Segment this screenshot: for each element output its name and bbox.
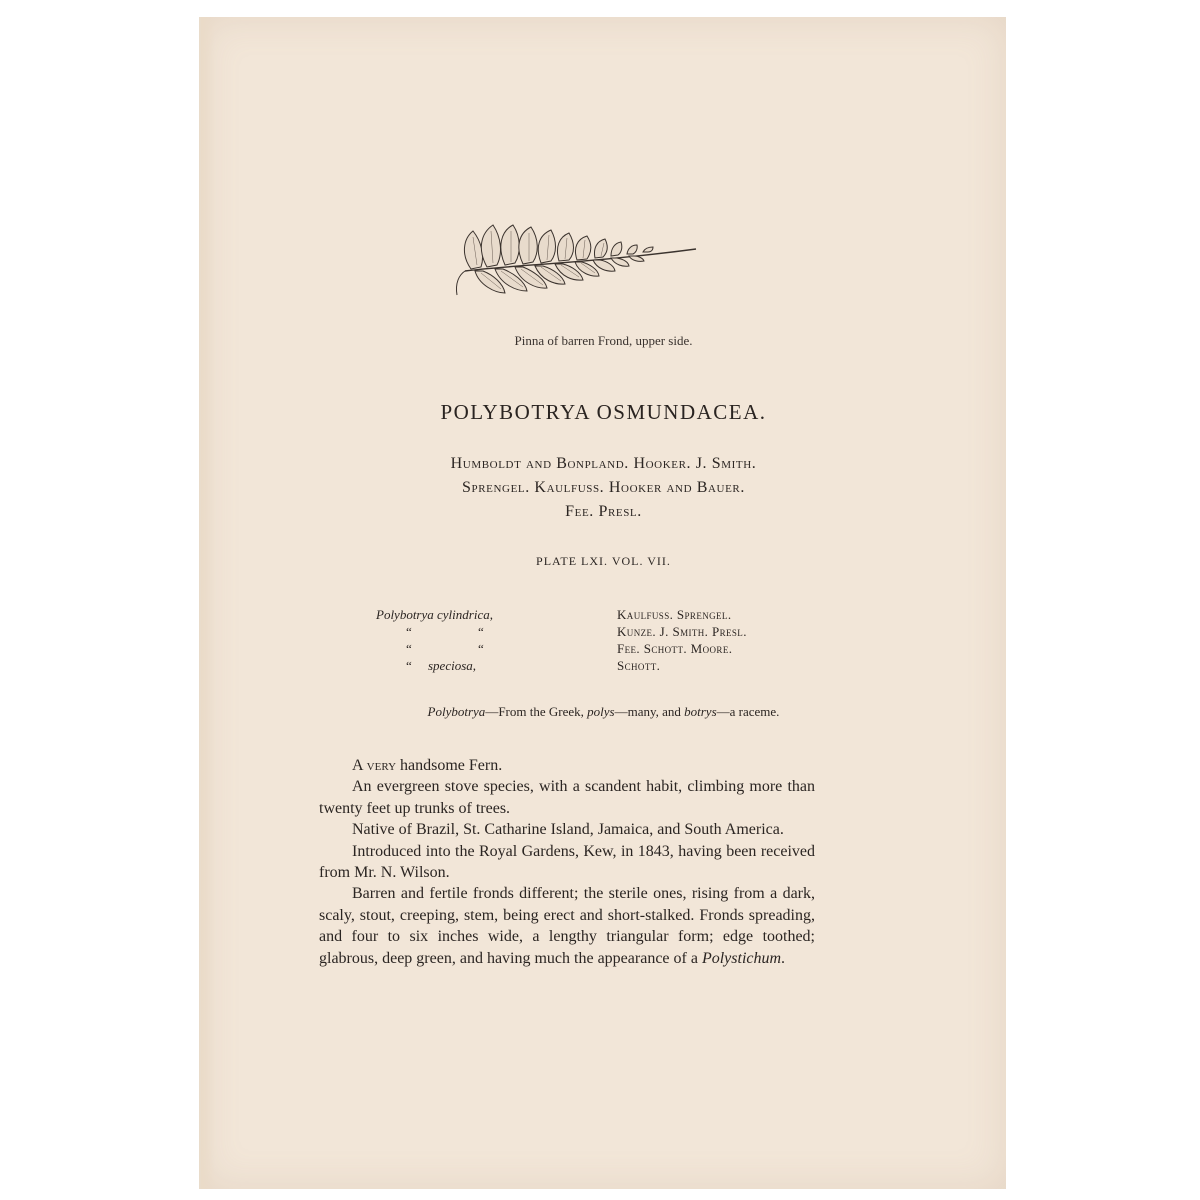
synonym-row bbox=[376, 640, 816, 657]
paragraph-smallcaps: very bbox=[366, 757, 397, 774]
ditto-mark: “ bbox=[406, 641, 412, 656]
authors-block bbox=[201, 452, 1006, 524]
etymology-text: —From the Greek, bbox=[485, 704, 588, 719]
page-title: POLYBOTRYA OSMUNDACEA. bbox=[440, 400, 767, 424]
synonym-authorities: Kunze. J. Smith. Presl. bbox=[617, 624, 747, 639]
authors-line: Sprengel. Kaulfuss. Hooker and Bauer. bbox=[462, 479, 745, 496]
etymology-text: —many, and bbox=[614, 704, 685, 719]
synonym-name: Polybotrya cylindrica, bbox=[376, 607, 493, 622]
paragraph: Native of Brazil, St. Catharine Island, Jamaica, and South America. bbox=[352, 821, 784, 839]
paragraph-text: handsome Fern. bbox=[396, 757, 503, 774]
paragraph bbox=[319, 883, 815, 969]
etymology-term: polys bbox=[587, 704, 615, 719]
synonym-species: speciosa, bbox=[428, 658, 477, 673]
etymology-line bbox=[201, 704, 1006, 720]
paragraph bbox=[319, 755, 815, 776]
paragraph-text: . bbox=[781, 949, 786, 967]
paragraph-text: A bbox=[352, 757, 367, 774]
etymology-term: botrys bbox=[684, 704, 717, 719]
authors-line: Humboldt and Bonpland. Hooker. J. Smith. bbox=[450, 455, 757, 472]
ditto-mark: “ bbox=[406, 658, 412, 673]
synonym-authorities: Schott. bbox=[617, 658, 661, 673]
synonyms-table bbox=[376, 606, 816, 674]
etymology-word: Polybotrya bbox=[427, 704, 486, 719]
description-body bbox=[319, 755, 815, 969]
book-page bbox=[199, 17, 1006, 1189]
ditto-mark: “ bbox=[478, 641, 484, 656]
synonym-row bbox=[376, 657, 816, 674]
etymology-text: —a raceme. bbox=[716, 704, 780, 719]
authors-line: Fee. Presl. bbox=[565, 503, 642, 520]
ditto-mark: “ bbox=[478, 624, 484, 639]
paragraph-text: Barren and fertile fronds different; the sterile ones, rising from a dark, scaly, stout, creeping, stem, being erect and short-stalked. Fronds spreading, and four to six inches wide, a lengthy triangular form; edge toothed; glabrous, deep green, and having much the appearance of a bbox=[319, 885, 815, 967]
illustration-caption: Pinna of barren Frond, upper side. bbox=[514, 333, 693, 348]
synonym-row bbox=[376, 623, 816, 640]
paragraph-italic: Polystichum bbox=[701, 949, 782, 967]
ditto-mark: “ bbox=[406, 624, 412, 639]
paragraph: Introduced into the Royal Gardens, Kew, in 1843, having been received from Mr. N. Wilson. bbox=[319, 842, 815, 882]
fern-pinna-illustration bbox=[451, 205, 701, 305]
synonym-row bbox=[376, 606, 816, 623]
synonym-authorities: Kaulfuss. Sprengel. bbox=[617, 607, 732, 622]
synonym-authorities: Fee. Schott. Moore. bbox=[617, 641, 733, 656]
plate-reference: PLATE LXI. VOL. VII. bbox=[536, 554, 671, 568]
paragraph: An evergreen stove species, with a scandent habit, climbing more than twenty feet up trunks of trees. bbox=[319, 778, 815, 817]
